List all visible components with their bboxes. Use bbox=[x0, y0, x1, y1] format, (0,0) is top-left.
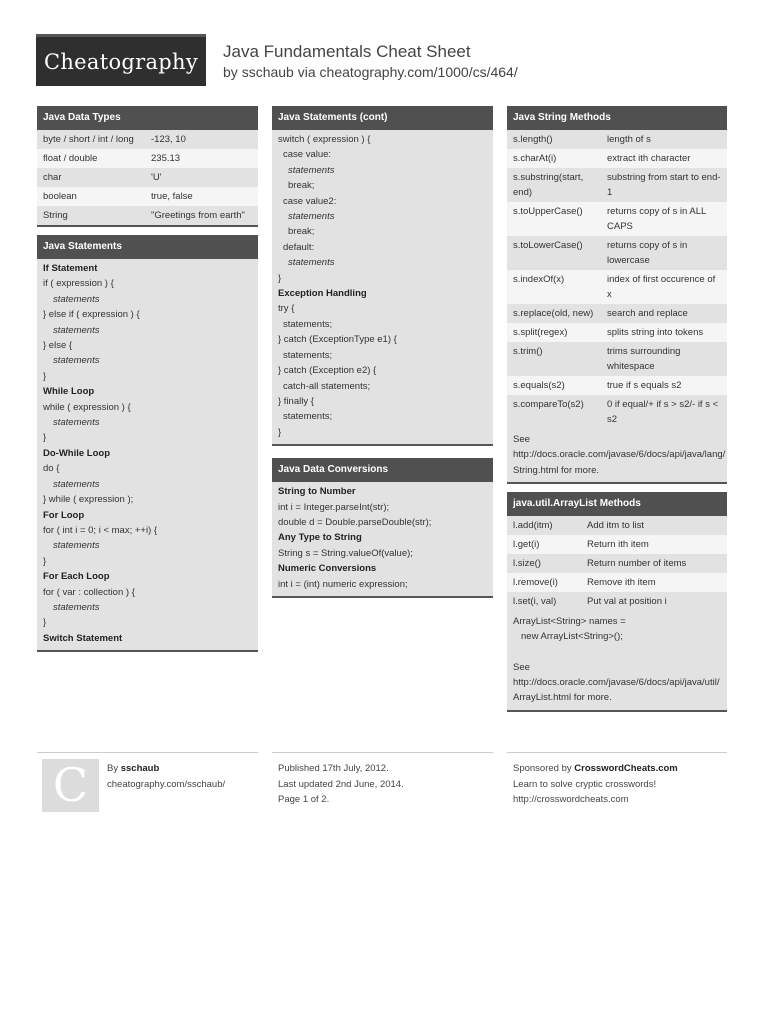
code-line: } bbox=[278, 272, 282, 284]
published-date: Published 17th July, 2012. bbox=[278, 763, 389, 774]
by-label: by bbox=[223, 64, 238, 80]
code-line: statements bbox=[53, 293, 100, 305]
note-line bbox=[513, 644, 721, 659]
code-line: int i = (int) numeric expression; bbox=[278, 578, 408, 590]
string-methods-box bbox=[507, 106, 727, 484]
conversions-box bbox=[272, 458, 493, 598]
table-row bbox=[507, 395, 727, 429]
cheatography-logo[interactable]: Cheatography bbox=[36, 34, 206, 86]
row-key: s.equals(s2) bbox=[513, 380, 565, 391]
arraylist-heading: java.util.ArrayList Methods bbox=[507, 492, 727, 516]
table-row bbox=[37, 187, 258, 206]
code-line: } else if ( expression ) { bbox=[43, 309, 140, 321]
table-row bbox=[507, 592, 727, 611]
sponsored-by-label: Sponsored by bbox=[513, 763, 572, 774]
code-line: } bbox=[43, 432, 47, 444]
row-key: boolean bbox=[43, 191, 77, 202]
row-key: s.split(regex) bbox=[513, 327, 568, 338]
page-title: Java Fundamentals Cheat Sheet bbox=[223, 42, 471, 61]
table-row bbox=[507, 323, 727, 342]
row-key: s.substring(start, end) bbox=[513, 172, 584, 198]
arraylist-box bbox=[507, 492, 727, 712]
statements-box bbox=[37, 235, 258, 652]
conversions-content bbox=[272, 482, 493, 596]
conversions-heading: Java Data Conversions bbox=[272, 458, 493, 482]
row-value: Add itm to list bbox=[587, 519, 645, 531]
code-line: statements; bbox=[283, 349, 333, 361]
code-line: if ( expression ) { bbox=[43, 278, 114, 290]
code-line: int i = Integer.parseInt(str); bbox=[278, 501, 390, 513]
table-row bbox=[507, 376, 727, 395]
code-line: } bbox=[43, 370, 47, 382]
table-row bbox=[37, 130, 258, 149]
row-value: search and replace bbox=[607, 308, 688, 319]
row-value: returns copy of s in ALL CAPS bbox=[607, 206, 706, 232]
row-key: s.replace(old, new) bbox=[513, 308, 594, 319]
author-link[interactable]: sschaub bbox=[241, 64, 294, 80]
row-value: -123, 10 bbox=[151, 134, 186, 145]
code-line: statements bbox=[53, 601, 100, 613]
code-line: String s = String.valueOf(value); bbox=[278, 547, 413, 559]
footer-sponsor bbox=[507, 752, 727, 808]
code-line: } catch (Exception e2) { bbox=[278, 365, 377, 377]
code-line: for ( int i = 0; i < max; ++i) { bbox=[43, 524, 158, 536]
section-subheading: Any Type to String bbox=[278, 532, 362, 544]
string-methods-heading: Java String Methods bbox=[507, 106, 727, 130]
code-line: } bbox=[43, 555, 47, 567]
row-value: 235.13 bbox=[151, 153, 181, 164]
code-line: } catch (ExceptionType e1) { bbox=[278, 334, 397, 346]
table-row bbox=[507, 554, 727, 573]
table-row bbox=[507, 270, 727, 304]
code-line: double d = Double.parseDouble(str); bbox=[278, 516, 432, 528]
arraylist-table bbox=[507, 516, 727, 611]
row-value: trims surrounding whitespace bbox=[607, 346, 681, 372]
code-line: case value2: bbox=[283, 195, 337, 207]
code-line: default: bbox=[283, 241, 315, 253]
section-subheading: While Loop bbox=[43, 386, 95, 398]
row-value: extract ith character bbox=[607, 153, 691, 164]
section-subheading: Do-While Loop bbox=[43, 447, 111, 459]
code-line: } bbox=[278, 426, 282, 438]
code-line: statements bbox=[288, 257, 335, 269]
code-line: for ( var : collection ) { bbox=[43, 586, 135, 598]
table-row bbox=[507, 236, 727, 270]
data-types-box bbox=[37, 106, 258, 227]
note-line[interactable]: http://docs.oracle.com/javase/6/docs/api/java/lang/ bbox=[513, 449, 726, 461]
data-types-heading: Java Data Types bbox=[37, 106, 258, 130]
code-line: } finally { bbox=[278, 395, 314, 407]
table-row bbox=[507, 149, 727, 168]
column-1 bbox=[37, 106, 258, 660]
row-key: s.compareTo(s2) bbox=[513, 399, 584, 410]
row-key: l.set(i, val) bbox=[513, 595, 557, 607]
row-key: s.indexOf(x) bbox=[513, 274, 565, 285]
table-row bbox=[507, 342, 727, 376]
code-line: break; bbox=[288, 226, 315, 238]
row-key: s.trim() bbox=[513, 346, 543, 357]
table-row bbox=[507, 168, 727, 202]
row-value: 'U' bbox=[151, 172, 162, 183]
row-key: l.remove(i) bbox=[513, 576, 558, 588]
row-value: true if s equals s2 bbox=[607, 380, 682, 391]
table-row bbox=[507, 202, 727, 236]
code-line: statements; bbox=[283, 411, 333, 423]
note-line: ArrayList.html for more. bbox=[513, 692, 612, 704]
code-line: } bbox=[43, 617, 47, 629]
section-subheading: String to Number bbox=[278, 486, 356, 498]
footer-author bbox=[37, 752, 258, 821]
code-line: case value: bbox=[283, 149, 332, 161]
row-key: byte / short / int / long bbox=[43, 134, 134, 145]
code-line: statements bbox=[288, 164, 335, 176]
sponsor-tagline: Learn to solve cryptic crosswords! bbox=[513, 778, 657, 790]
row-key: s.toUpperCase() bbox=[513, 206, 583, 217]
row-value: Remove ith item bbox=[587, 576, 656, 588]
row-value: splits string into tokens bbox=[607, 327, 704, 338]
row-value: index of first occurence of x bbox=[607, 274, 716, 300]
section-subheading: If Statement bbox=[43, 263, 98, 274]
statements-cont-content bbox=[272, 130, 493, 444]
note-line: See bbox=[513, 661, 530, 673]
row-key: float / double bbox=[43, 153, 98, 164]
code-line: try { bbox=[278, 303, 295, 315]
note-line: new ArrayList<String>(); bbox=[521, 631, 623, 643]
table-row bbox=[507, 573, 727, 592]
note-line: String.html for more. bbox=[513, 464, 600, 476]
column-3 bbox=[507, 106, 727, 720]
code-line: statements bbox=[53, 417, 100, 429]
section-subheading: Numeric Conversions bbox=[278, 563, 377, 575]
sponsor-url[interactable]: http://crosswordcheats.com bbox=[513, 794, 629, 805]
code-line: statements bbox=[53, 478, 100, 490]
statements-content bbox=[37, 259, 258, 650]
page-subtitle bbox=[223, 64, 518, 80]
table-row bbox=[507, 535, 727, 554]
section-subheading: Exception Handling bbox=[278, 288, 367, 300]
statements-cont-heading: Java Statements (cont) bbox=[272, 106, 493, 130]
code-line: } while ( expression ); bbox=[43, 494, 134, 506]
via-label: via bbox=[297, 64, 316, 80]
cheatography-c-logo: C bbox=[42, 759, 99, 812]
row-key: l.add(itm) bbox=[513, 519, 553, 531]
code-line: statements; bbox=[283, 318, 333, 330]
code-line: statements bbox=[53, 324, 100, 336]
code-line: statements bbox=[288, 211, 335, 223]
updated-date: Last updated 2nd June, 2014. bbox=[278, 778, 404, 790]
table-row bbox=[37, 149, 258, 168]
note-line: See bbox=[513, 434, 530, 445]
string-methods-note bbox=[507, 429, 727, 482]
section-subheading: For Loop bbox=[43, 509, 85, 521]
row-value: length of s bbox=[607, 134, 651, 145]
footer-by-label: By bbox=[107, 763, 119, 774]
note-line[interactable]: http://docs.oracle.com/javase/6/docs/api/java/util/ bbox=[513, 677, 720, 689]
table-row bbox=[37, 168, 258, 187]
table-row bbox=[507, 304, 727, 323]
footer-dates bbox=[272, 752, 493, 808]
footer-author-name[interactable]: sschaub bbox=[120, 763, 160, 774]
footer-author-url[interactable]: cheatography.com/sschaub/ bbox=[107, 778, 226, 790]
code-line: while ( expression ) { bbox=[43, 401, 131, 413]
code-line: } else { bbox=[43, 340, 73, 352]
row-value: true, false bbox=[151, 191, 193, 202]
section-subheading: Switch Statement bbox=[43, 632, 123, 644]
code-line: do { bbox=[43, 463, 60, 475]
arraylist-note bbox=[507, 611, 727, 710]
statements-cont-box bbox=[272, 106, 493, 446]
sponsor-name[interactable]: CrosswordCheats.com bbox=[574, 763, 678, 774]
row-key: char bbox=[43, 172, 62, 183]
row-key: l.get(i) bbox=[513, 538, 540, 550]
row-key: s.length() bbox=[513, 134, 553, 145]
row-key: s.toLowerCase() bbox=[513, 240, 583, 251]
row-key: l.size() bbox=[513, 557, 541, 569]
row-value: returns copy of s in lowercase bbox=[607, 240, 688, 266]
table-row bbox=[507, 130, 727, 149]
row-value: "Greetings from earth" bbox=[151, 210, 245, 221]
row-value: 0 if equal/+ if s > s2/- if s < s2 bbox=[607, 399, 719, 425]
data-types-table bbox=[37, 130, 258, 225]
row-value: Put val at position i bbox=[587, 595, 667, 607]
code-line: switch ( expression ) { bbox=[278, 134, 371, 145]
code-line: catch-all statements; bbox=[283, 380, 371, 392]
column-2 bbox=[272, 106, 493, 606]
note-line: ArrayList<String> names = bbox=[513, 615, 626, 627]
row-value: Return number of items bbox=[587, 557, 687, 569]
page-number: Page 1 of 2. bbox=[278, 794, 330, 805]
code-line: statements bbox=[53, 540, 100, 552]
row-key: s.charAt(i) bbox=[513, 153, 557, 164]
string-methods-table bbox=[507, 130, 727, 429]
table-row bbox=[37, 206, 258, 225]
sheet-url-link[interactable]: cheatography.com/1000/cs/464/ bbox=[319, 64, 518, 80]
row-value: substring from start to end-1 bbox=[607, 172, 721, 198]
table-row bbox=[507, 516, 727, 535]
statements-heading: Java Statements bbox=[37, 235, 258, 259]
row-key: String bbox=[43, 210, 68, 221]
section-subheading: For Each Loop bbox=[43, 571, 110, 583]
row-value: Return ith item bbox=[587, 538, 649, 550]
code-line: statements bbox=[53, 355, 100, 367]
code-line: break; bbox=[288, 180, 315, 192]
